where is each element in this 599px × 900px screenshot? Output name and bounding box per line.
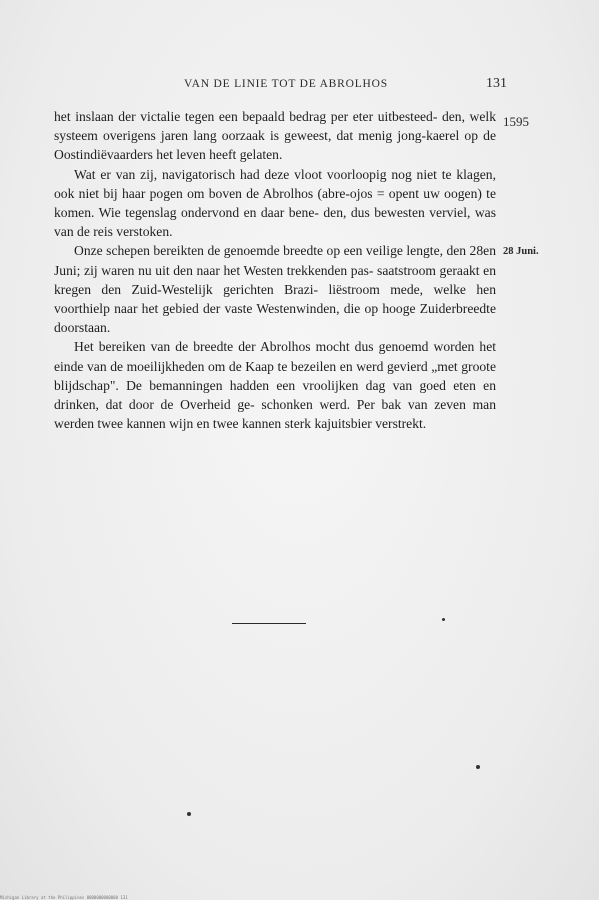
paragraph-3: Onze schepen bereikten de genoemde breedte op een veilige lengte, den 28en Juni; zij waren nu uit den naar het Westen trekkenden pas- saatstroom geraakt en kregen den Zuid-Westelijk gerichten Brazi- liëstroom mede, welke hen voorthielp naar het gebied der vaste Westenwinden, die op hooge Zuiderbreedte doorstaan.	[54, 243, 496, 336]
scan-speck	[187, 812, 191, 816]
body-text	[54, 107, 496, 433]
section-end-rule	[232, 623, 306, 624]
scan-speck	[442, 618, 445, 621]
paragraph-4: Het bereiken van de breedte der Abrolhos mocht dus genoemd worden het einde van de moeilijkheden om de Kaap te bezeilen en werd gevierd „met groote blijdschap". De bemanningen hadden een vroolijken dag van goed eten en drinken, dat door de Overheid ge- schonken werd. Per bak van zeven man werden twee kannen wijn en twee kannen sterk kajuitsbier verstrekt.	[54, 339, 496, 432]
scan-footer: Michigan Library at the Philippines 0000000000000 131	[0, 895, 128, 900]
page-number: 131	[486, 76, 507, 91]
margin-note-year: 1595	[503, 114, 529, 129]
margin-note-date: 28 Juni.	[503, 246, 539, 257]
scan-speck	[476, 765, 480, 769]
paragraph-2: Wat er van zij, navigatorisch had deze vloot voorloopig nog niet te klagen, ook niet bij haar pogen om boven de Abrolhos (abre-ojos = opent uw oogen) te komen. Wie tegenslag ondervond en daar bene- den, dus bewesten verviel, was van de reis verstoken.	[54, 166, 496, 240]
paragraph-1: het inslaan der victalie tegen een bepaald bedrag per eter uitbesteed- den, welk systeem overigens jaren lang oorzaak is geweest, dat menig jong-kaerel op de Oostindiëvaarders het leven heeft gelaten.	[54, 109, 496, 163]
running-head: VAN DE LINIE TOT DE ABROLHOS	[184, 78, 388, 90]
